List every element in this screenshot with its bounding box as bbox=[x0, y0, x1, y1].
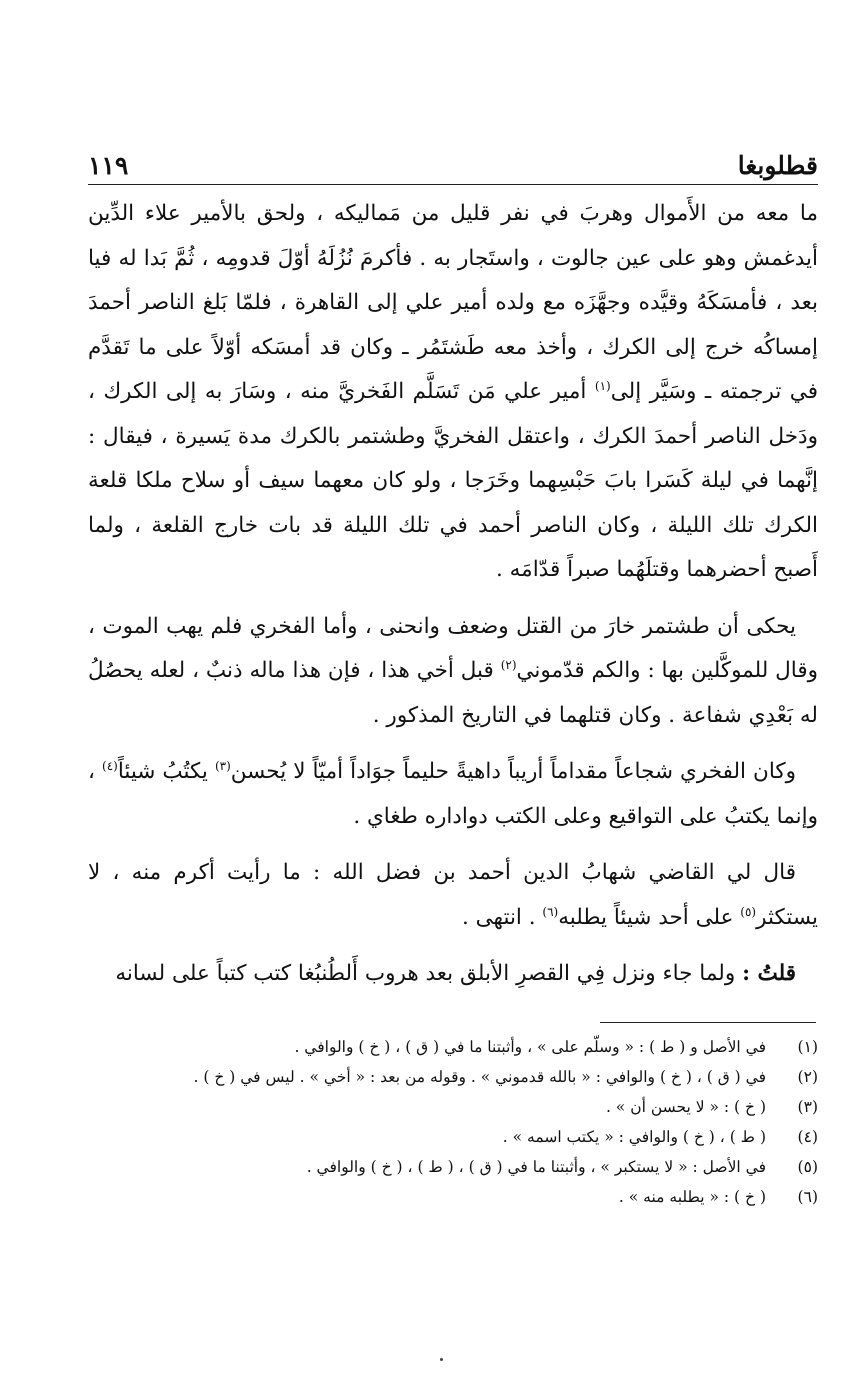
paragraph-text: قال لي القاضي شهابُ الدين أحمد بن فضل الله : ما رأيت أكرم منه ، لا يستكثر bbox=[88, 860, 818, 930]
footnote-text: ( ط ) ، ( خ ) والوافي : « يكتب اسمه » . bbox=[502, 1128, 766, 1146]
paragraph-text: قبل أخي هذا ، فإن هذا ماله ذنبٌ ، لعله يحصُلُ له بَعْدِي شفاعة . وكان قتلهما في التاريخ المذكور . bbox=[88, 658, 818, 728]
footnote-item bbox=[88, 1032, 818, 1062]
footnote-number: (٣) bbox=[797, 1098, 818, 1116]
footnote-marker[interactable]: (٣) bbox=[214, 758, 231, 773]
footnote-number: (٢) bbox=[797, 1068, 818, 1086]
footnote-marker[interactable]: (١) bbox=[594, 378, 611, 393]
print-speck bbox=[440, 1358, 443, 1361]
footnote-marker[interactable]: (٢) bbox=[500, 657, 517, 672]
footnote-number: (٥) bbox=[797, 1158, 818, 1176]
footnotes bbox=[88, 1032, 818, 1212]
footnote-text: في ( ق ) ، ( خ ) والوافي : « بالله قدموني » . وقوله من بعد : « أخي » . ليس في ( خ ) . bbox=[193, 1068, 766, 1086]
footnote-item bbox=[88, 1062, 818, 1092]
paragraph bbox=[88, 750, 818, 839]
footnote-item bbox=[88, 1122, 818, 1152]
footnote-marker[interactable]: (٥) bbox=[740, 904, 757, 919]
paragraph-text: أمير علي مَن تَسَلَّم الفَخريَّ منه ، وسَارَ به إلى الكرك ، ودَخل الناصر أحمدَ الكرك ، واعتقل الفخريَّ وطشتمر بالكرك مدة يَسيرة ، فيقال : إنَّهما في ليلة كَسَرا بابَ حَبْسِهما وخَرَجا ، ولو كان معهما سيف أو سلاح ملكا قلعة الكرك تلك الليلة ، وكان الناصر أحمد في تلك الليلة قد بات خارج القلعة ، ولما أَصبح أحضرهما وقتلَهُما صبراً قدّامَه . bbox=[88, 379, 818, 582]
footnote-text: ( خ ) : « لا يحسن أن » . bbox=[605, 1098, 766, 1116]
running-header bbox=[88, 140, 818, 185]
footnote-marker[interactable]: (٦) bbox=[542, 904, 559, 919]
footnote-number: (٤) bbox=[797, 1128, 818, 1146]
paragraph bbox=[88, 952, 818, 997]
paragraph bbox=[88, 851, 818, 940]
footnote-marker[interactable]: (٤) bbox=[102, 758, 118, 773]
paragraph-text: يحكى أن طشتمر خارَ من القتل وضعف وانحنى ، وأما الفخري فلم يهب الموت ، وقال للموكَّلين بها : والكم قدّموني bbox=[88, 613, 818, 683]
footnote-text: في الأصل : « لا يستكبر » ، وأثبتنا ما في ( ق ) ، ( ط ) ، ( خ ) والوافي . bbox=[306, 1158, 766, 1176]
footnote-separator bbox=[600, 1022, 816, 1023]
paragraph-text: يكتُبُ شيئاً bbox=[117, 759, 215, 784]
paragraph bbox=[88, 192, 818, 593]
footnote-text: ( خ ) : « يطلبه منه » . bbox=[618, 1188, 766, 1206]
footnote-text: في الأصل و ( ط ) : « وسلّم على » ، وأثبتنا ما في ( ق ) ، ( خ ) والوافي . bbox=[294, 1038, 766, 1056]
paragraph-lead: قلتُ : bbox=[742, 961, 796, 986]
paragraph-text: على أحد شيئاً يطلبه bbox=[558, 904, 741, 930]
page-number: ١١٩ bbox=[88, 151, 129, 180]
paragraph-text: ما معه من الأَموال وهربَ في نفر قليل من مَماليكه ، ولحق بالأمير علاء الدِّين أيدغمش وهو على عين جالوت ، واستَجار به . فأكرمَ نُزُلَهُ أوّلَ قدومِه ، ثُمَّ بَدا له فيا بعد ، فأمسَكَهُ وقيَّده وجهَّزَه مع ولده أمير علي إلى القاهرة ، فلمّا بَلغ الناصر أحمدَ إمساكُه خرج إلى الكرك ، وأخذ معه طَشتَمُر ـ وكان قد أمسَكه أوّلاً على ما تَقدَّم في ترجمته ـ وسَيَّر إلى bbox=[88, 201, 819, 404]
paragraph-text: ولما جاء ونزل فِي القصرِ الأبلق بعد هروب أَلطُنبُغا كتب كتباً على لسانه bbox=[115, 961, 743, 986]
footnote-item bbox=[88, 1092, 818, 1122]
main-text bbox=[88, 192, 818, 1009]
paragraph-text: . انتهى . bbox=[461, 904, 543, 930]
footnote-item bbox=[88, 1152, 818, 1182]
paragraph-text: وكان الفخري شجاعاً مقداماً أريباً داهيةً حليماً جوَاداً أميّاً لا يُحسن bbox=[230, 759, 797, 784]
running-title: قطلوبغا bbox=[737, 151, 818, 180]
paragraph bbox=[88, 605, 818, 739]
footnote-number: (٦) bbox=[797, 1188, 818, 1206]
footnote-number: (١) bbox=[797, 1038, 818, 1056]
paragraph-text: ، وإنما يكتبُ على التواقيع وعلى الكتب دواداره طغاي . bbox=[88, 759, 818, 829]
footnote-item bbox=[88, 1182, 818, 1212]
